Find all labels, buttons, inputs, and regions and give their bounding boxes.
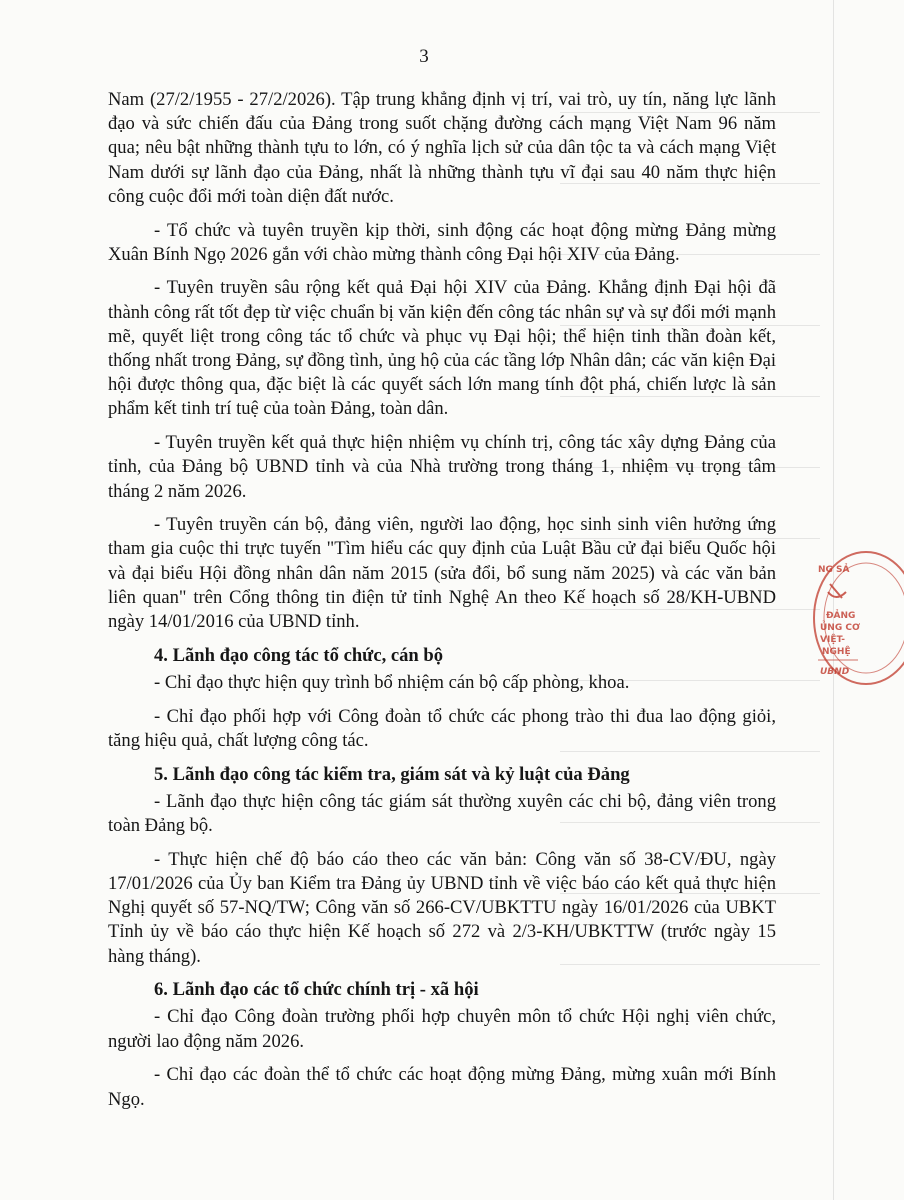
seal-text: ĐẢNG: [826, 611, 856, 621]
list-item: - Chỉ đạo thực hiện quy trình bổ nhiệm cán bộ cấp phòng, khoa.: [154, 671, 630, 693]
seal-text: NGHỆ: [822, 647, 851, 657]
seal-graphic: [808, 548, 904, 688]
section-heading: 5. Lãnh đạo công tác kiểm tra, giám sát và kỷ luật của Đảng: [154, 763, 630, 785]
page-number: 3: [419, 46, 429, 67]
paragraph: - Tuyên truyền kết quả thực hiện nhiệm vụ chính trị, công tác xây dựng Đảng của tỉnh, của Đảng bộ UBND tỉnh và của Nhà trường trong tháng 1, nhiệm vụ trọng tâm tháng 2 năm 2026.: [108, 432, 776, 502]
list-item: - Thực hiện chế độ báo cáo theo các văn bản: Công văn số 38-CV/ĐU, ngày 17/01/2026 của Ủy ban Kiểm tra Đảng ủy UBND tỉnh về việc báo cáo kết quả thực hiện Nghị quyết số 57-NQ/TW; Công văn số 266-CV/UBKTTU ngày 16/01/2026 của UBKT Tỉnh ủy về báo cáo thực hiện Kế hoạch số 272 và 2/3-KH/UBKTTW (trước ngày 15 hàng tháng).: [108, 848, 776, 967]
red-seal-stamp: [808, 548, 878, 688]
paragraph: - Tổ chức và tuyên truyền kịp thời, sinh động các hoạt động mừng Đảng mừng Xuân Bính Ngọ 2026 gắn với chào mừng thành công Đại hội XIV của Đảng.: [108, 219, 776, 265]
section-heading: 4. Lãnh đạo công tác tổ chức, cán bộ: [154, 644, 444, 666]
section-heading: 6. Lãnh đạo các tổ chức chính trị - xã hội: [154, 979, 479, 1001]
paragraph: - Tuyên truyền cán bộ, đảng viên, người lao động, học sinh sinh viên hưởng ứng tham gia cuộc thi trực tuyến "Tìm hiểu các quy định của Luật Bầu cử đại biểu Quốc hội và đại biểu Hội đồng nhân dân năm 2015 (sửa đổi, bổ sung năm 2025) và các văn bản liên quan" trên Cổng thông tin điện tử tỉnh Nghệ An theo Kế hoạch số 28/KH-UBND ngày 14/01/2016 của UBND tỉnh.: [108, 514, 776, 633]
list-item: - Chỉ đạo các đoàn thể tổ chức các hoạt động mừng Đảng, mừng xuân mới Bính Ngọ.: [108, 1064, 776, 1110]
list-item: - Chỉ đạo Công đoàn trường phối hợp chuyên môn tổ chức Hội nghị viên chức, người lao động năm 2026.: [108, 1006, 776, 1052]
document-body: [108, 88, 776, 1121]
list-item: - Lãnh đạo thực hiện công tác giám sát thường xuyên các chi bộ, đảng viên trong toàn Đảng bộ.: [108, 790, 776, 836]
paragraph: - Tuyên truyền sâu rộng kết quả Đại hội XIV của Đảng. Khẳng định Đại hội đã thành công rất tốt đẹp từ việc chuẩn bị văn kiện đến công tác nhân sự và sự đổi mới mạnh mẽ, quyết liệt trong công tác tổ chức và phục vụ Đại hội; thể hiện tinh thần đoàn kết, thống nhất trong Đảng, sự đồng tình, ủng hộ của các tầng lớp Nhân dân; các văn kiện Đại hội được thông qua, đặc biệt là các quyết sách lớn mang tính đột phá, chiến lược là sản phẩm kết tinh trí tuệ của toàn Đảng, toàn dân.: [108, 277, 776, 420]
seal-text: UBND: [820, 667, 850, 677]
seal-text: ỦNG CƠ: [820, 623, 860, 633]
hammer-sickle-icon: [828, 584, 846, 598]
list-item: - Chỉ đạo phối hợp với Công đoàn tổ chức các phong trào thi đua lao động giỏi, tăng hiệu quả, chất lượng công tác.: [108, 705, 776, 751]
seal-text: VIỆT-: [820, 635, 846, 645]
paragraph: Nam (27/2/1955 - 27/2/2026). Tập trung khẳng định vị trí, vai trò, uy tín, năng lực lãnh đạo và sức chiến đấu của Đảng trong suốt chặng đường cách mạng Việt Nam 96 năm qua; nêu bật những thành tựu to lớn, có ý nghĩa lịch sử của dân tộc ta và cách mạng Việt Nam dưới sự lãnh đạo của Đảng, nhất là những thành tựu vĩ đại sau 40 năm thực hiện công cuộc đổi mới toàn diện đất nước.: [108, 89, 776, 207]
seal-text: NG SẢ: [818, 565, 850, 575]
